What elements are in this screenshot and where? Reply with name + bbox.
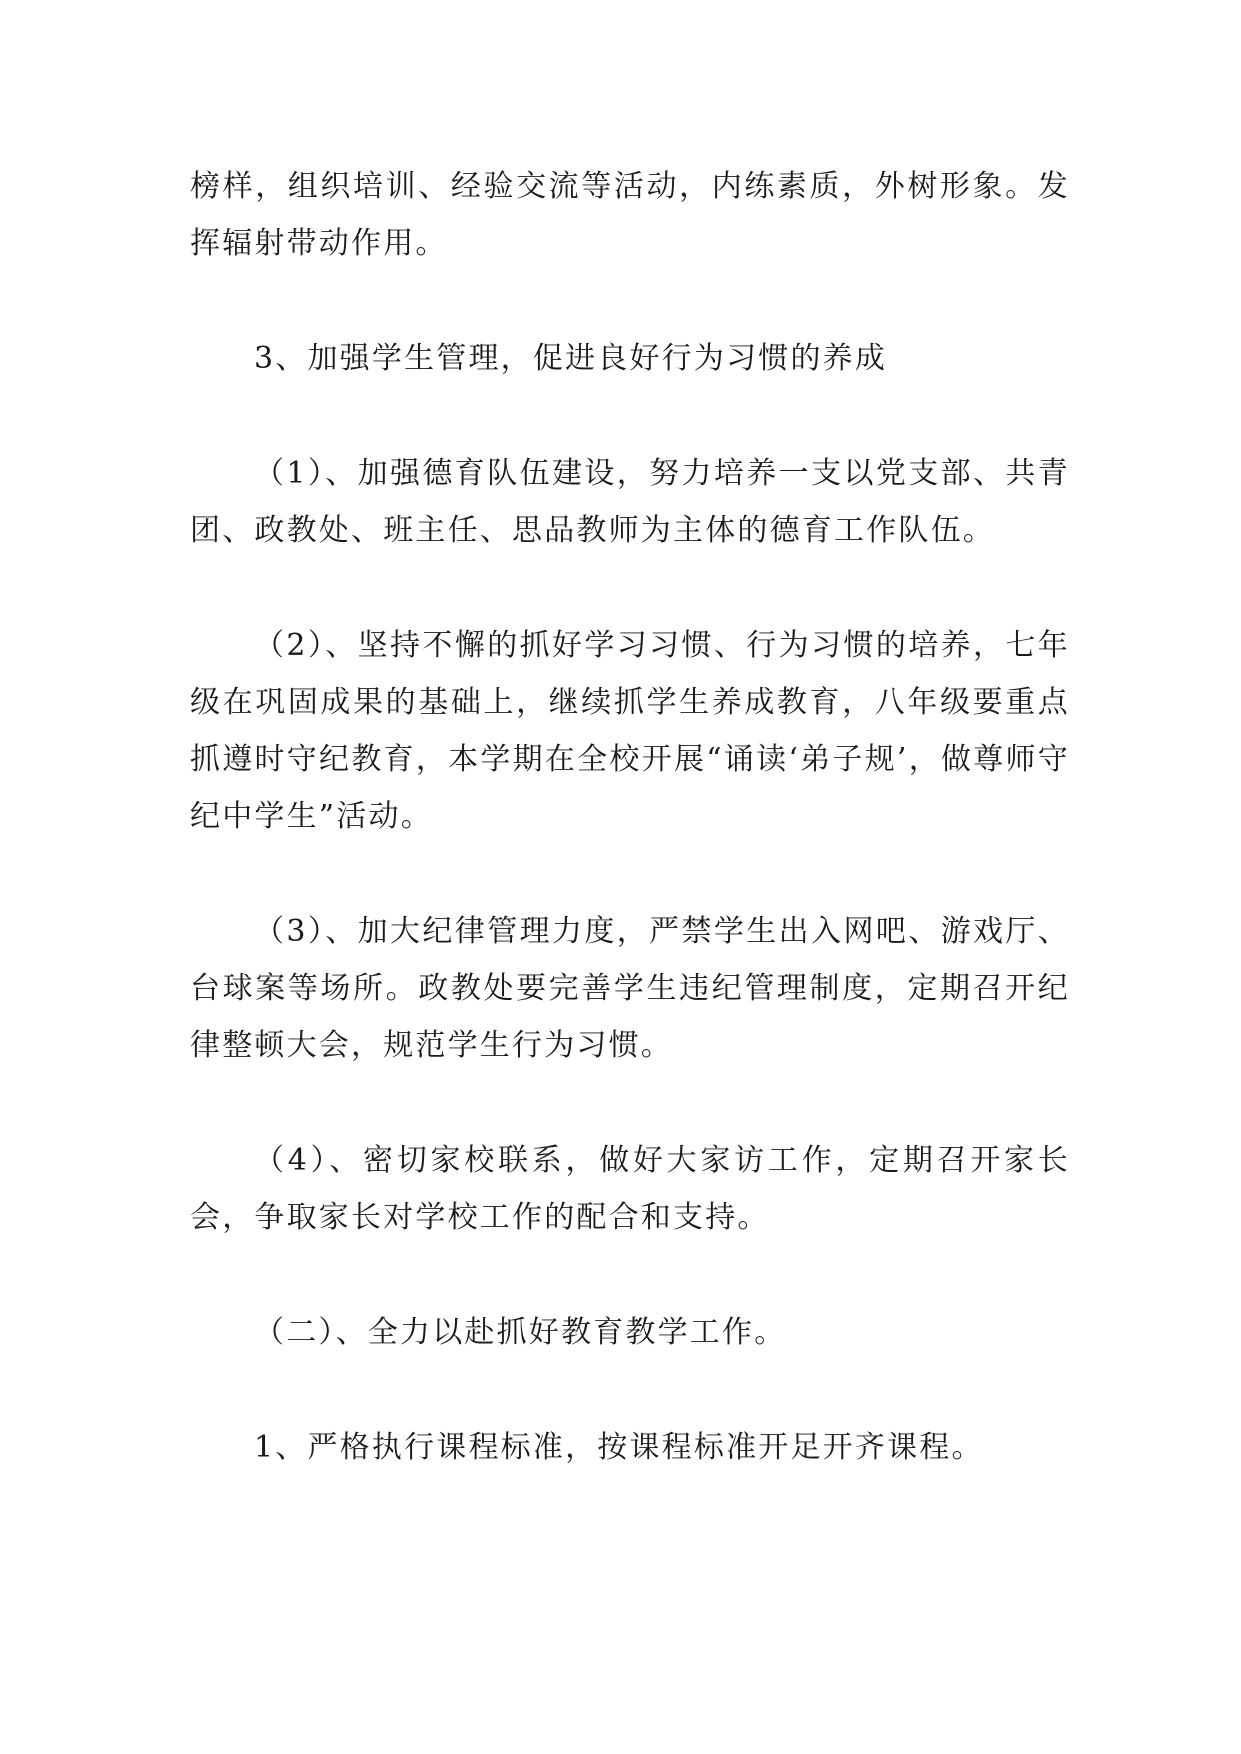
section-heading-2: （二）、全力以赴抓好教育教学工作。 bbox=[254, 1315, 787, 1350]
paragraph-item-1: （1）、加强德育队伍建设，努力培养一支以党支部、共青团、政教处、班主任、思品教师为主体的德育工作队伍。 bbox=[190, 456, 1070, 548]
section-heading-3: 3、加强学生管理，促进良好行为习惯的养成 bbox=[254, 341, 888, 376]
paragraph-item-3: （3）、加大纪律管理力度，严禁学生出入网吧、游戏厅、台球案等场所。政教处要完善学生违纪管理制度，定期召开纪律整顿大会，规范学生行为习惯。 bbox=[190, 914, 1070, 1063]
document-body bbox=[190, 158, 1070, 1534]
paragraph-item-2: （2）、坚持不懈的抓好学习习惯、行为习惯的培养，七年级在巩固成果的基础上，继续抓学生养成教育，八年级要重点抓遵时守纪教育，本学期在全校开展“诵读‘弟子规’，做尊师守纪中学生”活动。 bbox=[190, 628, 1070, 834]
paragraph-continuation: 榜样，组织培训、经验交流等活动，内练素质，外树形象。发挥辐射带动作用。 bbox=[190, 169, 1070, 261]
paragraph-item-curriculum: 1、严格执行课程标准，按课程标准开足开齐课程。 bbox=[254, 1430, 984, 1465]
paragraph-item-4: （4）、密切家校联系，做好大家访工作，定期召开家长会，争取家长对学校工作的配合和支持。 bbox=[190, 1143, 1070, 1235]
